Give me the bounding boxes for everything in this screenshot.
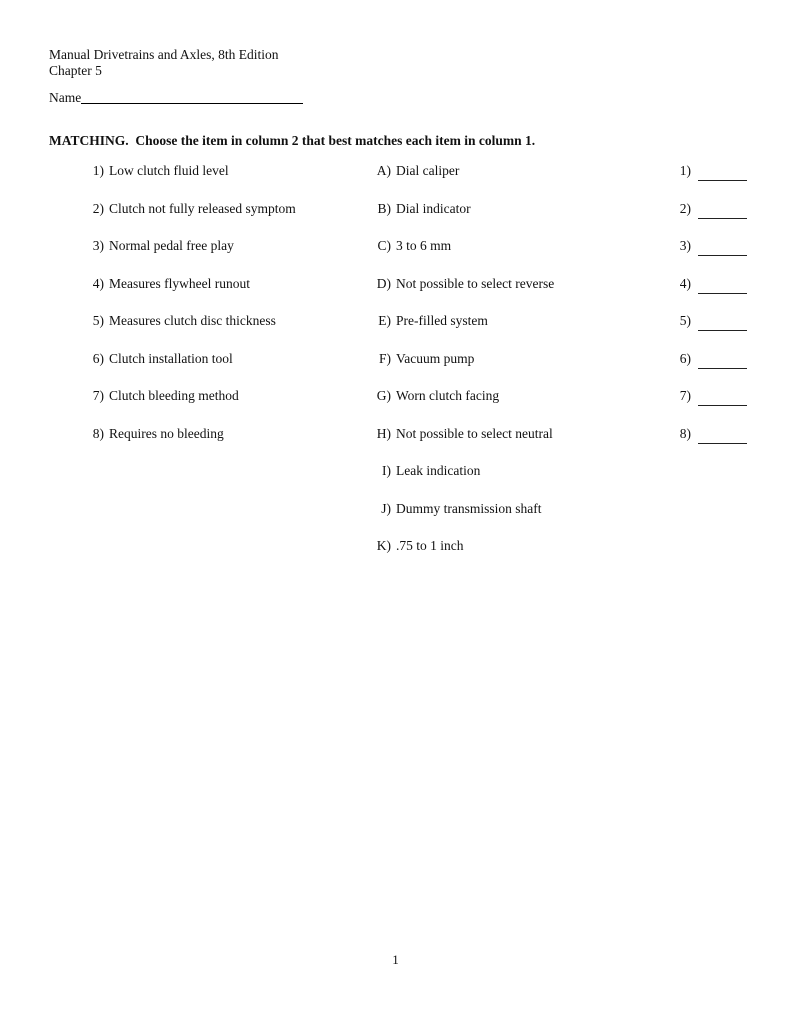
item-text: Low clutch fluid level [109, 163, 229, 178]
option-letter: C) [377, 238, 391, 254]
answer-number: 4) [679, 275, 691, 291]
page-number: 1 [392, 952, 399, 967]
item-text: Clutch bleeding method [109, 388, 239, 404]
item-text: Normal pedal free play [109, 238, 234, 254]
column2-option [368, 499, 628, 537]
matching-column-1 [90, 161, 370, 461]
option-letter: F) [378, 350, 391, 366]
book-title: Manual Drivetrains and Axles, 8th Edition [49, 47, 279, 62]
option-text: Not possible to select neutral [396, 425, 553, 441]
item-number: 8) [92, 425, 104, 441]
answer-number: 2) [679, 200, 691, 216]
column1-item [90, 311, 370, 349]
answer-row [660, 386, 780, 424]
answer-row [660, 349, 780, 387]
name-blank-line [81, 90, 303, 104]
answer-row [660, 424, 780, 462]
option-letter: D) [376, 275, 391, 291]
item-text: Requires no bleeding [109, 425, 224, 441]
answer-blank-line [698, 166, 747, 181]
column1-item [90, 349, 370, 387]
item-text: Clutch installation tool [109, 350, 233, 366]
answer-blank-line [698, 391, 747, 406]
answer-blank-line [698, 241, 747, 256]
item-number: 7) [92, 388, 104, 404]
answer-number: 5) [679, 313, 691, 329]
answer-number: 8) [679, 425, 691, 441]
item-number: 1) [92, 163, 104, 178]
document-header [49, 47, 278, 78]
matching-instruction: MATCHING. Choose the item in column 2 that best matches each item in column 1. [49, 133, 536, 148]
column2-option [368, 461, 628, 499]
answer-row [660, 311, 780, 349]
name-label: Name [49, 90, 82, 105]
column2-option [368, 386, 628, 424]
column2-option [368, 536, 628, 574]
column1-item [90, 161, 370, 199]
item-text: Clutch not fully released symptom [109, 200, 296, 216]
option-letter: G) [376, 388, 391, 404]
option-text: Dial caliper [396, 163, 460, 178]
answer-number: 1) [679, 163, 691, 178]
option-text: 3 to 6 mm [396, 238, 452, 254]
option-letter: H) [376, 425, 391, 441]
option-letter: J) [381, 500, 391, 516]
name-row [49, 88, 303, 106]
option-letter: I) [382, 463, 391, 479]
option-text: Not possible to select reverse [396, 275, 555, 291]
answer-number: 6) [679, 350, 691, 366]
item-number: 2) [92, 200, 104, 216]
answer-blank-line [698, 354, 747, 369]
answer-row [660, 161, 780, 199]
column1-item [90, 386, 370, 424]
column2-option [368, 236, 628, 274]
answer-row [660, 236, 780, 274]
answer-blank-line [698, 316, 747, 331]
item-number: 6) [92, 350, 104, 366]
column1-item [90, 424, 370, 462]
item-text: Measures flywheel runout [109, 275, 250, 291]
item-number: 5) [92, 313, 104, 329]
column1-item [90, 199, 370, 237]
option-letter: B) [377, 200, 391, 216]
option-text: Dummy transmission shaft [396, 500, 542, 516]
answer-number: 3) [679, 238, 691, 254]
answer-row [660, 199, 780, 237]
column2-option [368, 424, 628, 462]
option-text: .75 to 1 inch [396, 538, 464, 554]
column1-item [90, 274, 370, 312]
option-text: Worn clutch facing [396, 388, 500, 404]
option-text: Leak indication [396, 463, 481, 479]
answer-row [660, 274, 780, 312]
column2-option [368, 161, 628, 199]
chapter-label: Chapter 5 [49, 62, 102, 78]
item-number: 4) [92, 275, 104, 291]
matching-column-2 [368, 161, 628, 574]
answer-blank-line [698, 429, 747, 444]
column2-option [368, 199, 628, 237]
column1-item [90, 236, 370, 274]
column2-option [368, 311, 628, 349]
answer-column [660, 161, 780, 461]
answer-blank-line [698, 204, 747, 219]
option-letter: A) [376, 163, 391, 178]
option-text: Dial indicator [396, 200, 471, 216]
option-text: Vacuum pump [396, 350, 475, 366]
option-letter: K) [376, 538, 391, 554]
column2-option [368, 349, 628, 387]
answer-blank-line [698, 279, 747, 294]
answer-number: 7) [679, 388, 691, 404]
option-text: Pre-filled system [396, 313, 488, 329]
option-letter: E) [378, 313, 391, 329]
column2-option [368, 274, 628, 312]
item-number: 3) [92, 238, 104, 254]
item-text: Measures clutch disc thickness [109, 313, 276, 329]
